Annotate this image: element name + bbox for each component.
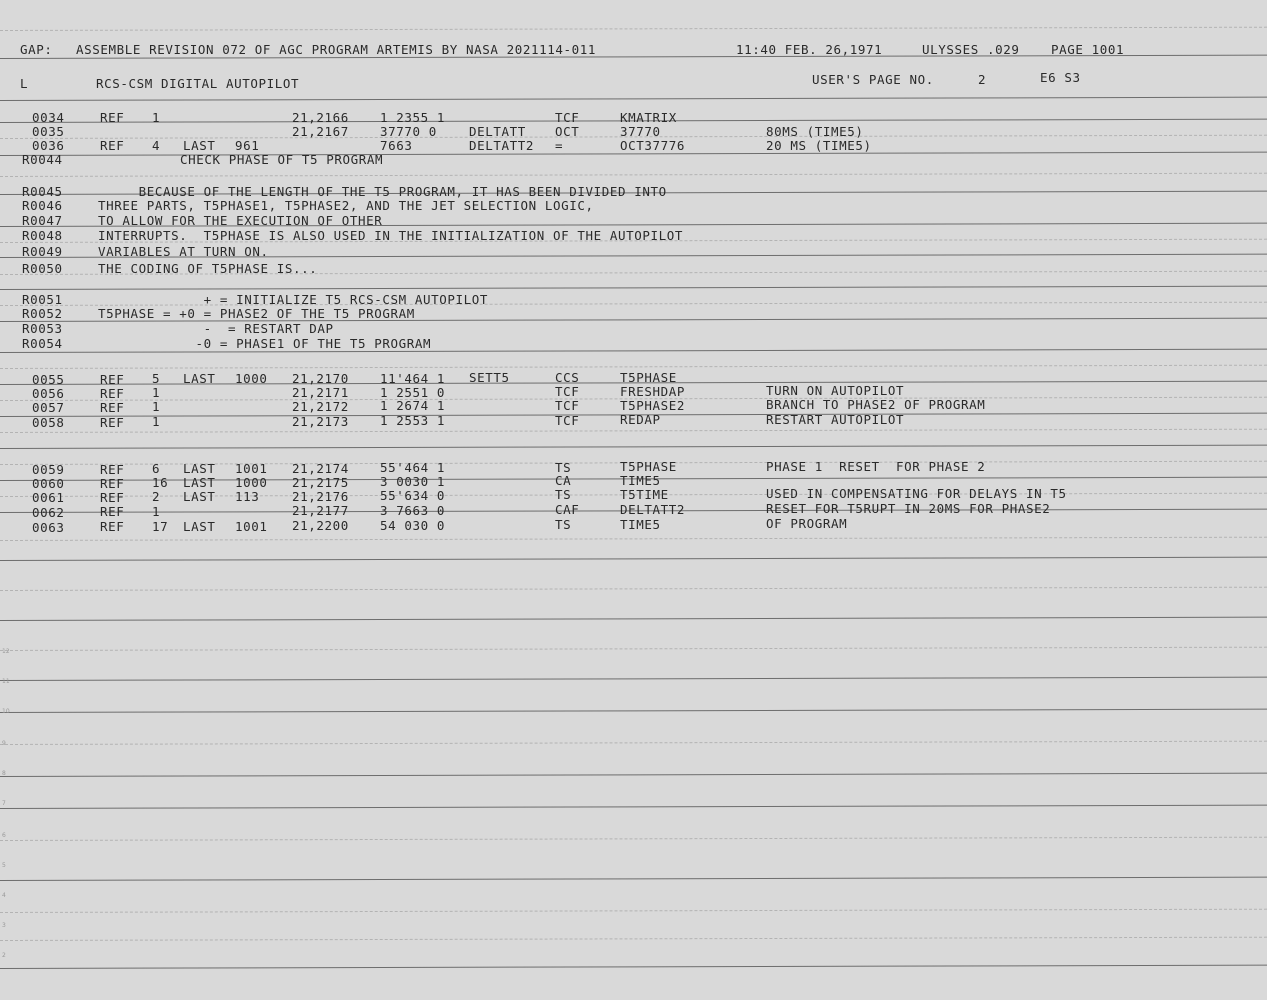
margin-mark: 9 [2, 740, 6, 747]
remark-text: THE CODING OF T5PHASE IS... [98, 260, 318, 276]
ref-label: REF [100, 504, 125, 520]
ref-count: 2 [152, 489, 161, 505]
opcode: CA [555, 473, 572, 489]
code-label: SETT5 [469, 370, 510, 386]
line-number: R0045 [22, 183, 63, 199]
code-comment: BRANCH TO PHASE2 OF PROGRAM [766, 396, 986, 412]
code-comment: USED IN COMPENSATING FOR DELAYS IN T5 [766, 486, 1067, 502]
rule-line-faint [0, 587, 1267, 591]
code-line [0, 411, 1267, 431]
remark-line [0, 306, 1267, 322]
margin-mark: 7 [2, 800, 6, 807]
code-comment: PHASE 1 RESET FOR PHASE 2 [766, 458, 986, 474]
remark-text: INTERRUPTS. T5PHASE IS ALSO USED IN THE INITIALIZATION OF THE AUTOPILOT [98, 227, 684, 243]
ref-count: 1 [152, 399, 161, 415]
remark-line [0, 198, 1267, 214]
ref-count: 4 [152, 137, 161, 153]
opcode: TCF [555, 110, 580, 125]
margin-mark: 4 [2, 892, 6, 899]
line-number: R0044 [22, 151, 63, 167]
ref-label: REF [100, 385, 125, 401]
line-number: R0054 [22, 335, 63, 351]
line-number: R0048 [22, 227, 63, 243]
operand: DELTATT2 [620, 501, 686, 517]
opcode: TS [555, 459, 572, 475]
opcode: TCF [555, 412, 580, 428]
rule-line [0, 557, 1267, 561]
octal-word: 3 7663 0 [380, 503, 446, 519]
ref-label: REF [100, 475, 125, 491]
assembly-timestamp: 11:40 FEB. 26,1971 [736, 42, 883, 57]
assembly-user: ULYSSES .029 [922, 42, 1020, 57]
last-page: 113 [235, 488, 260, 504]
remark-text: CHECK PHASE OF T5 PROGRAM [180, 151, 384, 167]
remark-line [0, 261, 1267, 277]
octal-word: 1 2551 0 [380, 384, 446, 400]
octal-word: 55'464 1 [380, 460, 446, 476]
rule-line [0, 677, 1267, 681]
line-number: R0049 [22, 243, 63, 259]
code-comment: RESET FOR T5RUPT IN 20MS FOR PHASE2 [766, 500, 1051, 516]
line-number: R0053 [22, 320, 63, 336]
memory-address: 21,2176 [292, 488, 349, 504]
ref-label: REF [100, 399, 125, 415]
ref-count: 16 [152, 475, 169, 491]
memory-address: 21,2167 [292, 123, 349, 139]
remark-line [0, 228, 1267, 244]
line-number: R0050 [22, 260, 63, 276]
last-label: LAST [183, 519, 216, 534]
rule-line [0, 877, 1267, 881]
margin-mark: 3 [2, 922, 6, 929]
remark-text: - = RESTART DAP [98, 320, 334, 336]
line-number: 0059 [32, 461, 65, 477]
remark-line [0, 244, 1267, 260]
margin-mark: 2 [2, 952, 6, 959]
rule-line-faint [0, 937, 1267, 941]
ref-label: REF [100, 110, 125, 125]
ref-label: REF [100, 414, 125, 430]
line-number: 0062 [32, 504, 65, 520]
operand: T5PHASE [620, 369, 677, 385]
opcode: TCF [555, 383, 580, 399]
ref-count: 6 [152, 461, 161, 477]
last-page: 1001 [235, 460, 268, 476]
rule-line-faint [0, 741, 1267, 745]
last-page: 1000 [235, 371, 268, 387]
assembly-title: ASSEMBLE REVISION 072 OF AGC PROGRAM ARTEMIS BY NASA 2021114-011 [76, 42, 597, 57]
memory-address: 21,2172 [292, 398, 349, 414]
octal-word: 7663 [380, 137, 413, 153]
subheader-line [0, 70, 1267, 92]
octal-word: 1 2355 1 [380, 110, 446, 125]
rule-line-faint [0, 365, 1267, 369]
operand: T5PHASE2 [620, 397, 686, 413]
operand: KMATRIX [620, 110, 677, 125]
line-number: 0060 [32, 475, 65, 491]
line-number: 0057 [32, 399, 65, 415]
ref-count: 5 [152, 371, 161, 387]
rule-line [0, 97, 1267, 101]
operand: TIME5 [620, 516, 661, 532]
margin-mark: 10 [2, 708, 10, 715]
memory-address: 21,2175 [292, 474, 349, 490]
ref-count: 17 [152, 519, 169, 535]
remark-text: BECAUSE OF THE LENGTH OF THE T5 PROGRAM, IT HAS BEEN DIVIDED INTO [98, 183, 667, 199]
rule-line-faint [0, 837, 1267, 841]
line-number: 0056 [32, 385, 65, 401]
ref-label: REF [100, 489, 125, 505]
last-label: LAST [183, 489, 216, 505]
last-page: 1000 [235, 474, 268, 490]
octal-word: 37770 0 [380, 123, 437, 139]
last-label: LAST [183, 475, 216, 491]
opcode: CAF [555, 502, 580, 518]
remark-line [0, 321, 1267, 337]
section-title: RCS-CSM DIGITAL AUTOPILOT [96, 76, 300, 91]
listing-type: L [20, 76, 29, 91]
rule-line-faint [0, 647, 1267, 651]
ref-count: 1 [152, 414, 161, 430]
rule-line [0, 617, 1267, 621]
last-label: LAST [183, 137, 216, 153]
memory-address: 21,2200 [292, 518, 349, 534]
rule-line-faint [0, 27, 1267, 31]
memory-address: 21,2174 [292, 460, 349, 476]
operand: T5TIME [620, 486, 669, 502]
last-label: LAST [183, 371, 216, 387]
opcode: TCF [555, 397, 580, 413]
page-number: PAGE 1001 [1051, 42, 1125, 57]
remark-text: VARIABLES AT TURN ON. [98, 243, 269, 259]
rule-line [0, 965, 1267, 969]
remark-text: + = INITIALIZE T5 RCS-CSM AUTOPILOT [98, 291, 489, 307]
operand: OCT37776 [620, 137, 686, 153]
users-page-number: 2 [978, 72, 987, 87]
line-number: 0034 [32, 110, 65, 125]
line-number: 0061 [32, 489, 65, 505]
last-label: LAST [183, 461, 216, 477]
memory-address: 21,2166 [292, 110, 349, 125]
code-comment: 80MS (TIME5) [766, 123, 864, 139]
remark-text: -0 = PHASE1 OF THE T5 PROGRAM [98, 335, 432, 351]
section-code: E6 S3 [1040, 70, 1081, 85]
code-label: DELTATT2 [469, 137, 535, 153]
line-number: R0051 [22, 291, 63, 307]
code-comment: TURN ON AUTOPILOT [766, 383, 905, 399]
rule-line [0, 709, 1267, 713]
octal-word: 1 2553 1 [380, 413, 446, 429]
remark-line [0, 336, 1267, 352]
remark-line [0, 152, 1267, 168]
margin-mark: 11 [2, 678, 10, 685]
code-comment: 20 MS (TIME5) [766, 137, 872, 153]
rule-line [0, 286, 1267, 290]
ref-count: 1 [152, 504, 161, 520]
operand: FRESHDAP [620, 383, 686, 399]
users-page-label: USER'S PAGE NO. [812, 72, 934, 87]
line-number: R0046 [22, 197, 63, 213]
memory-address: 21,2170 [292, 370, 349, 386]
octal-word: 54 030 0 [380, 517, 446, 533]
ref-label: REF [100, 519, 125, 535]
operand: REDAP [620, 412, 661, 428]
last-page: 961 [235, 137, 260, 153]
ref-count: 1 [152, 385, 161, 401]
gap-label: GAP: [20, 42, 53, 57]
memory-address: 21,2173 [292, 413, 349, 429]
rule-line-faint [0, 909, 1267, 913]
code-label: DELTATT [469, 123, 526, 139]
code-comment: RESTART AUTOPILOT [766, 411, 905, 427]
margin-mark: 5 [2, 862, 6, 869]
remark-text: TO ALLOW FOR THE EXECUTION OF OTHER [98, 212, 383, 228]
margin-mark: 12 [2, 648, 10, 655]
line-number: 0036 [32, 137, 65, 153]
line-number: 0055 [32, 371, 65, 387]
opcode: = [555, 137, 564, 153]
octal-word: 1 2674 1 [380, 398, 446, 414]
rule-line-faint [0, 537, 1267, 541]
memory-address: 21,2171 [292, 384, 349, 400]
margin-mark: 6 [2, 832, 6, 839]
opcode: TS [555, 516, 572, 532]
operand: T5PHASE [620, 459, 677, 475]
octal-word: 11'464 1 [380, 370, 446, 386]
rule-line [0, 773, 1267, 777]
ref-count: 1 [152, 110, 161, 125]
ref-label: REF [100, 371, 125, 387]
code-line [0, 515, 1267, 536]
last-page: 1001 [235, 518, 268, 534]
octal-word: 3 0030 1 [380, 474, 446, 490]
ref-label: REF [100, 461, 125, 477]
line-number: 0063 [32, 519, 65, 535]
remark-text: THREE PARTS, T5PHASE1, T5PHASE2, AND THE JET SELECTION LOGIC, [98, 197, 594, 213]
operand: TIME5 [620, 473, 661, 489]
line-number: R0047 [22, 212, 63, 228]
opcode: TS [555, 487, 572, 503]
line-number: 0035 [32, 124, 65, 139]
operand: 37770 [620, 123, 661, 139]
code-comment: OF PROGRAM [766, 515, 848, 531]
line-number: 0058 [32, 414, 65, 430]
rule-line [0, 445, 1267, 449]
remark-text: T5PHASE = +0 = PHASE2 OF THE T5 PROGRAM [98, 305, 415, 321]
memory-address: 21,2177 [292, 503, 349, 519]
rule-line [0, 805, 1267, 809]
line-number: R0052 [22, 305, 63, 321]
opcode: OCT [555, 123, 580, 139]
margin-mark: 8 [2, 770, 6, 777]
ref-label: REF [100, 137, 125, 153]
opcode: CCS [555, 370, 580, 386]
octal-word: 55'634 0 [380, 488, 446, 504]
header-line [0, 42, 1267, 58]
rule-line-faint [0, 173, 1267, 177]
remark-line [0, 213, 1267, 229]
